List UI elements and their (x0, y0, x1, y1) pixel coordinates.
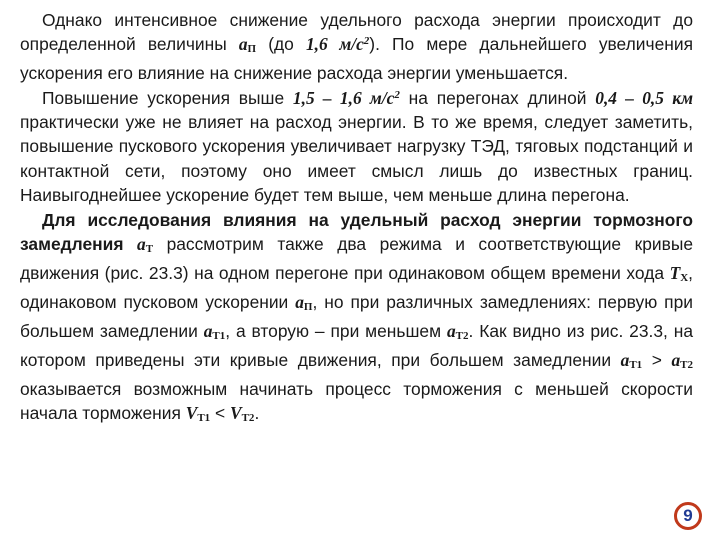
paragraph-3 (20, 208, 693, 431)
formula-subscript: Т2 (680, 359, 694, 372)
formula-symbol: 1,6 м/с (305, 34, 364, 55)
formula-subscript: Т2 (241, 412, 255, 425)
text-run: , а вторую – при меньшем (225, 321, 447, 342)
text-run: практически уже не влияет на расход энергии. В то же время, следует заметить, повышение пускового ускорения увеличивает нагрузку ТЭД, тяговых подстанций и контактной сети, поэтому оно имеет смысл лишь до известных границ. Наивыгоднейшее ускорение будет тем выше, чем меньше длина перегона. (20, 112, 693, 205)
text-run: . (254, 403, 260, 424)
formula-subscript: Т (145, 242, 154, 255)
text-run: > (642, 350, 672, 371)
formula-superscript: 2 (363, 35, 370, 48)
formula (137, 234, 153, 254)
formula (670, 263, 689, 283)
bold-lead: Для исследования влияния на удельный расход энергии тормозного замедления (20, 209, 693, 254)
formula-subscript: Т1 (629, 359, 643, 372)
formula-subscript: Т1 (212, 330, 226, 343)
formula-superscript: 2 (394, 89, 400, 102)
paragraph-2 (20, 86, 693, 206)
formula-symbol: T (669, 262, 681, 283)
formula-symbol: a (238, 34, 248, 55)
text-run: (до (256, 34, 306, 55)
formula (293, 88, 400, 108)
page-number-badge (674, 502, 702, 530)
formula-symbol: 0,4 – 0,5 км (595, 88, 693, 109)
text-run: рассмотрим также два режима и соответствующие кривые движения (рис. 23.3) на одном перегоне при одинаковом общем времени хода (20, 233, 693, 283)
text-run: Повышение ускорения выше (42, 88, 293, 109)
formula-subscript: Т1 (197, 412, 211, 425)
text-run: , но при различных замедлениях: первую при большем замедлении (20, 292, 693, 342)
text-run: . Как видно из рис. 23.3, на котором приведены эти кривые движения, при большем замедлении (20, 321, 693, 371)
formula-subscript: Х (680, 271, 689, 284)
formula-symbol: a (620, 350, 630, 371)
slide-body (20, 8, 693, 431)
formula-subscript: Т2 (455, 330, 469, 343)
formula-subscript: П (247, 43, 257, 56)
paragraph-1 (20, 8, 693, 85)
formula-symbol: a (203, 321, 213, 342)
formula (239, 34, 256, 54)
formula-symbol: V (229, 403, 242, 424)
formula (186, 403, 210, 423)
formula (295, 292, 312, 312)
formula-symbol: V (185, 403, 198, 424)
formula (204, 321, 226, 341)
formula-subscript: П (303, 301, 313, 314)
formula (230, 403, 254, 423)
formula (671, 350, 693, 370)
formula-symbol: a (671, 350, 681, 371)
formula (447, 321, 469, 341)
page-number: 9 (683, 506, 693, 525)
formula-symbol: a (446, 321, 456, 342)
formula (621, 350, 643, 370)
formula (306, 34, 369, 54)
text-run: , одинаковом пусковом ускорении (20, 262, 693, 313)
text-run: оказывается возможным начинать процесс торможения с меньшей скорости начала торможения (20, 379, 693, 424)
text-run: Однако интенсивное снижение удельного расхода энергии происходит до определенной величины (20, 10, 693, 55)
text-run: ). По мере дальнейшего увеличения ускорения его влияние на снижение расхода энергии уменьшается. (20, 34, 693, 84)
text-run: на перегонах длиной (399, 88, 596, 109)
text-run: < (210, 403, 230, 424)
formula-symbol: a (137, 233, 146, 254)
formula-symbol: 1,5 – 1,6 м/с (292, 88, 395, 109)
formula (595, 88, 693, 108)
formula-symbol: a (295, 292, 304, 313)
text-run (124, 234, 138, 254)
